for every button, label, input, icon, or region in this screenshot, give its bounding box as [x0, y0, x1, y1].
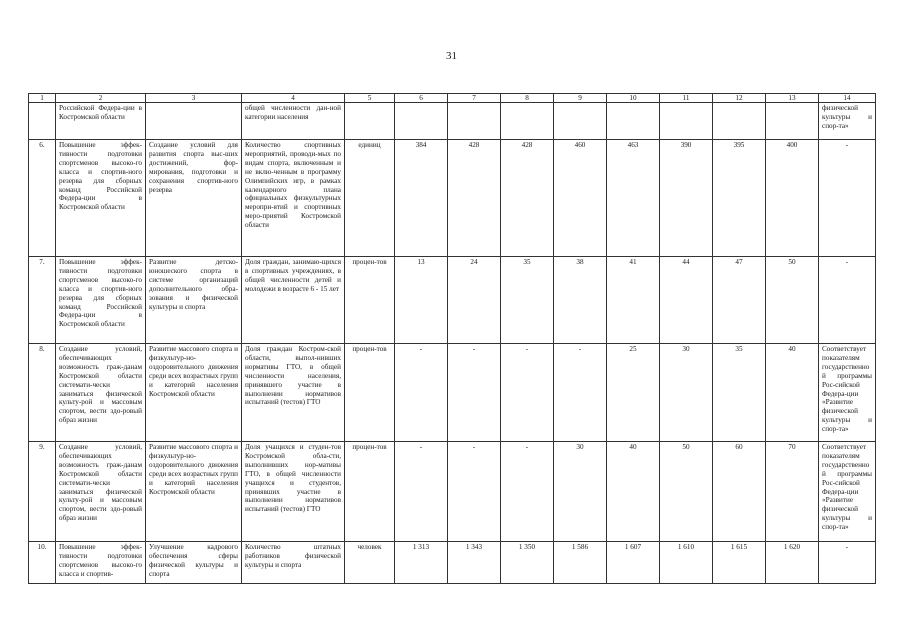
cell-note: Соответствует показателям государственной программы Рос-сийской Федера-ции «Развитие физической культуры и спор-та» — [819, 442, 876, 542]
header-cell-2: 2 — [56, 94, 146, 103]
table-row — [29, 344, 876, 442]
cell-year-2014: - — [395, 344, 448, 442]
cell-unit: процен-тов — [345, 442, 395, 542]
cell-year-2018: 463 — [607, 140, 660, 257]
header-cell-10: 10 — [607, 94, 660, 103]
header-row — [29, 94, 876, 103]
cell-year-2015: 24 — [448, 257, 501, 344]
cell-year-2019: 44 — [660, 257, 713, 344]
cell-year-2021: 1 620 — [766, 542, 819, 584]
cell-year-2017 — [554, 103, 607, 140]
header-cell-12: 12 — [713, 94, 766, 103]
cell-task: Развитие массового спорта и физкультур-но-оздоровительного движения среди всех возрастных групп и категорий населения Костромской области — [146, 344, 242, 442]
header-cell-11: 11 — [660, 94, 713, 103]
cell-year-2020: 35 — [713, 344, 766, 442]
header-cell-7: 7 — [448, 94, 501, 103]
cell-year-2021: 40 — [766, 344, 819, 442]
table-row — [29, 442, 876, 542]
cell-year-2016: 1 350 — [501, 542, 554, 584]
cell-year-2017: - — [554, 344, 607, 442]
cell-year-2018: 25 — [607, 344, 660, 442]
cell-goal: Создание условий, обеспечивающих возможность граж-данам Костромской области системати-чески заниматься физической культу-рой и массовым спортом, вести здо-ровый образ жизни — [56, 442, 146, 542]
cell-year-2021: 400 — [766, 140, 819, 257]
cell-row-number: 10. — [29, 542, 56, 584]
header-cell-1: 1 — [29, 94, 56, 103]
cell-year-2015: - — [448, 442, 501, 542]
header-cell-6: 6 — [395, 94, 448, 103]
cell-note: физической культуры и спор-та» — [819, 103, 876, 140]
cell-year-2018: 41 — [607, 257, 660, 344]
cell-year-2015: - — [448, 344, 501, 442]
cell-year-2020: 60 — [713, 442, 766, 542]
cell-unit: единиц — [345, 140, 395, 257]
cell-year-2019: 50 — [660, 442, 713, 542]
cell-row-number — [29, 103, 56, 140]
cell-year-2018 — [607, 103, 660, 140]
cell-indicator: Количество спортивных мероприятий, проводи-мых по видам спорта, включенным и не вклю-ченным в программу Олимпийских игр, в рамках календарного плана официальных физкультурных меропри-ятий и спортивных меро-приятий Костромской области — [242, 140, 345, 257]
cell-indicator: Доля учащихся и студен-тов Костромской обла-сти, выполнивших нор-мативы ГТО, в общей численности учащихся и студентов, принявших участие в выполнении нормативов испытаний (тестов) ГТО — [242, 442, 345, 542]
table-row — [29, 140, 876, 257]
cell-year-2015: 1 343 — [448, 542, 501, 584]
cell-unit: человек — [345, 542, 395, 584]
cell-note: - — [819, 140, 876, 257]
cell-goal: Российской Федера-ции в Костромской области — [56, 103, 146, 140]
cell-year-2021: 70 — [766, 442, 819, 542]
cell-year-2020 — [713, 103, 766, 140]
cell-year-2016: 428 — [501, 140, 554, 257]
indicators-table — [28, 93, 876, 584]
cell-year-2018: 40 — [607, 442, 660, 542]
cell-row-number: 7. — [29, 257, 56, 344]
cell-goal: Повышение эффек-тивности подготовки спортсменов высоко-го класса и спортив- — [56, 542, 146, 584]
cell-indicator: Количество штатных работников физической культуры и спорта — [242, 542, 345, 584]
cell-year-2019: 390 — [660, 140, 713, 257]
cell-row-number: 8. — [29, 344, 56, 442]
cell-row-number: 6. — [29, 140, 56, 257]
cell-year-2016 — [501, 103, 554, 140]
cell-year-2016: 35 — [501, 257, 554, 344]
cell-year-2019: 1 610 — [660, 542, 713, 584]
table-row — [29, 257, 876, 344]
cell-indicator: Доля граждан Костром-ской области, выпол-нивших нормативы ГТО, в общей численности населения, принявшего участие в выполнении нормативов испытаний (тестов) ГТО — [242, 344, 345, 442]
cell-year-2014: 384 — [395, 140, 448, 257]
table-row — [29, 103, 876, 140]
cell-task — [146, 103, 242, 140]
cell-goal: Повышение эффек-тивности подготовки спортсменов высоко-го класса и спортив-ного резерва для сборных команд Российской Федера-ции в Костромской области — [56, 257, 146, 344]
cell-year-2017: 30 — [554, 442, 607, 542]
header-cell-4: 4 — [242, 94, 345, 103]
cell-year-2020: 1 615 — [713, 542, 766, 584]
cell-year-2019 — [660, 103, 713, 140]
cell-year-2019: 30 — [660, 344, 713, 442]
cell-year-2017: 38 — [554, 257, 607, 344]
header-cell-14: 14 — [819, 94, 876, 103]
cell-unit — [345, 103, 395, 140]
cell-year-2021: 50 — [766, 257, 819, 344]
cell-row-number: 9. — [29, 442, 56, 542]
cell-year-2014 — [395, 103, 448, 140]
header-cell-3: 3 — [146, 94, 242, 103]
cell-year-2016: - — [501, 442, 554, 542]
cell-year-2020: 47 — [713, 257, 766, 344]
cell-note: - — [819, 542, 876, 584]
cell-indicator: общей численности дан-ной категории населения — [242, 103, 345, 140]
cell-indicator: Доля граждан, занимаю-щихся в спортивных учреждениях, в общей численности детей и молодежи в возрасте 6 - 15 лет — [242, 257, 345, 344]
page-number: 31 — [446, 50, 457, 62]
cell-year-2017: 1 586 — [554, 542, 607, 584]
cell-task: Улучшение кадрового обеспечения сферы физической культуры и спорта — [146, 542, 242, 584]
cell-unit: процен-тов — [345, 344, 395, 442]
cell-year-2015 — [448, 103, 501, 140]
cell-note: - — [819, 257, 876, 344]
cell-year-2020: 395 — [713, 140, 766, 257]
header-cell-9: 9 — [554, 94, 607, 103]
cell-year-2021 — [766, 103, 819, 140]
cell-task: Развитие массового спорта и физкультур-но-оздоровительного движения среди всех возрастных групп и категорий населения Костромской области — [146, 442, 242, 542]
cell-year-2016: - — [501, 344, 554, 442]
cell-year-2018: 1 607 — [607, 542, 660, 584]
header-cell-5: 5 — [345, 94, 395, 103]
cell-unit: процен-тов — [345, 257, 395, 344]
cell-task: Развитие детско-юношеского спорта в системе организаций дополнительного обра-зования и физической культуры и спорта — [146, 257, 242, 344]
cell-task: Создание условий для развития спорта выс-ших достижений, фор-мирования, подготовки и сохранения спортив-ного резерва — [146, 140, 242, 257]
table-row — [29, 542, 876, 584]
header-cell-13: 13 — [766, 94, 819, 103]
cell-year-2014: 13 — [395, 257, 448, 344]
cell-note: Соответствует показателям государственной программы Рос-сийской Федера-ции «Развитие физической культуры и спор-та» — [819, 344, 876, 442]
cell-goal: Повышение эффек-тивности подготовки спортсменов высоко-го класса и спортив-ного резерва для сборных команд Российской Федера-ции в Костромской области — [56, 140, 146, 257]
header-cell-8: 8 — [501, 94, 554, 103]
cell-year-2014: - — [395, 442, 448, 542]
cell-year-2017: 460 — [554, 140, 607, 257]
cell-year-2014: 1 313 — [395, 542, 448, 584]
cell-goal: Создание условий, обеспечивающих возможность граж-данам Костромской области системати-чески заниматься физической культу-рой и массовым спортом, вести здо-ровый образ жизни — [56, 344, 146, 442]
cell-year-2015: 428 — [448, 140, 501, 257]
